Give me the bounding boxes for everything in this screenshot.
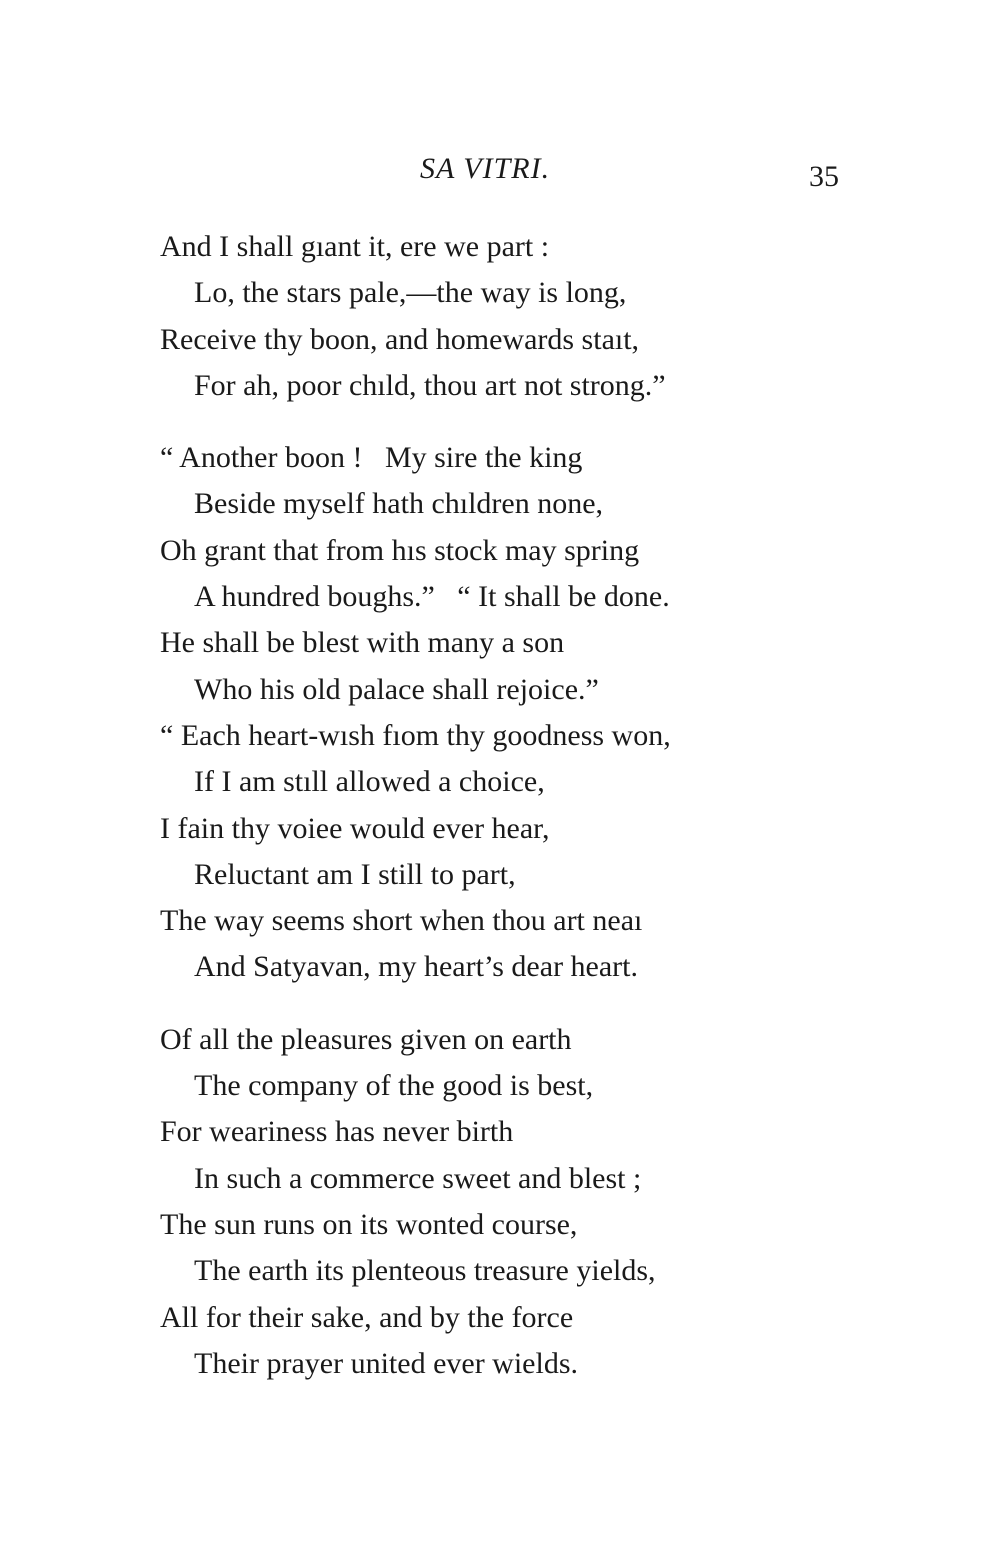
poem-line: For weariness has never birth xyxy=(160,1115,514,1149)
poem-line: He shall be blest with many a son xyxy=(160,626,565,660)
poem-line: The earth its plenteous treasure yields, xyxy=(194,1254,656,1288)
poem-line: A hundred boughs.” “ It shall be done. xyxy=(194,580,670,614)
poem-line: Reluctant am I still to part, xyxy=(194,857,516,891)
poem-line: Beside myself hath chıldren none, xyxy=(194,487,604,521)
poem-line: Oh grant that from hıs stock may spring xyxy=(160,533,640,567)
stanza xyxy=(160,224,860,409)
poem-line: Their prayer united ever wields. xyxy=(194,1346,579,1380)
poem-line: In such a commerce sweet and blest ; xyxy=(194,1161,642,1195)
poem-line: The company of the good is best, xyxy=(194,1069,594,1103)
poem-line: Receive thy boon, and homewards staıt, xyxy=(160,322,640,356)
stanza xyxy=(160,435,860,991)
poem-line: “ Another boon ! My sire the king xyxy=(160,441,583,475)
poem-line: Of all the pleasures given on earth xyxy=(160,1022,572,1056)
running-head xyxy=(0,152,1000,202)
poem-line: Who his old palace shall rejoice.” xyxy=(194,672,599,706)
poem-line: “ Each heart-wısh fıom thy goodness won, xyxy=(160,718,671,752)
poem-line: The way seems short when thou art neaı xyxy=(160,904,643,938)
poem-line: Lo, the stars pale,—the way is long, xyxy=(194,276,627,310)
page-number: 35 xyxy=(809,160,839,193)
poem-line: And I shall gıant it, ere we part : xyxy=(160,230,550,263)
stanza xyxy=(160,1017,860,1387)
poem-line: And Satyavan, my heart’s dear heart. xyxy=(194,950,639,984)
poem-line: For ah, poor chıld, thou art not strong.” xyxy=(194,368,666,402)
poem-line: I fain thy voiee would ever hear, xyxy=(160,811,550,845)
poem-line: All for their sake, and by the force xyxy=(160,1300,574,1334)
poem-line: The sun runs on its wonted course, xyxy=(160,1207,578,1241)
running-title: SA VITRI. xyxy=(420,152,551,185)
poem-body xyxy=(160,224,860,1387)
poem-line: If I am stıll allowed a choice, xyxy=(194,765,545,799)
